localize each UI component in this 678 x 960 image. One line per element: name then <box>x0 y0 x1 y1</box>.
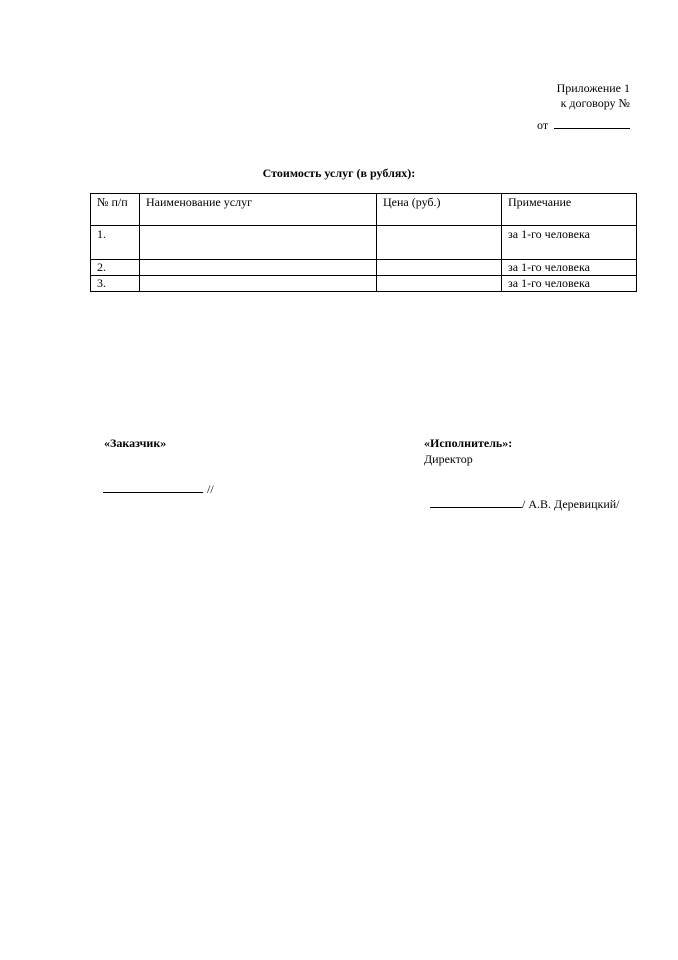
row-name <box>140 226 377 260</box>
customer-signature-line <box>103 481 203 493</box>
customer-label: «Заказчик» <box>104 436 167 450</box>
table-row <box>91 276 637 292</box>
table-row <box>91 260 637 276</box>
contract-date <box>537 117 630 133</box>
services-table <box>90 193 637 292</box>
customer-signature-name: // <box>207 482 214 496</box>
row-note: за 1-го человека <box>502 226 637 260</box>
table-row <box>91 226 637 260</box>
row-price <box>377 260 502 276</box>
row-name <box>140 260 377 276</box>
date-blank-line <box>554 117 630 129</box>
executor-signature-name: / А.В. Деревицкий/ <box>522 497 620 511</box>
row-num: 1. <box>91 226 140 260</box>
table-header-row <box>91 194 637 226</box>
column-header-note: Примечание <box>502 194 637 226</box>
row-note: за 1-го человека <box>502 276 637 292</box>
row-price <box>377 226 502 260</box>
appendix-label: Приложение 1 <box>556 81 630 95</box>
executor-signature <box>430 496 620 512</box>
date-from-label: от <box>537 118 549 132</box>
column-header-name: Наименование услуг <box>140 194 377 226</box>
row-num: 3. <box>91 276 140 292</box>
table-title: Стоимость услуг (в рублях): <box>262 166 416 180</box>
row-num: 2. <box>91 260 140 276</box>
column-header-price: Цена (руб.) <box>377 194 502 226</box>
column-header-num: № п/п <box>91 194 140 226</box>
executor-role: Директор <box>424 452 473 466</box>
row-price <box>377 276 502 292</box>
executor-signature-line <box>430 496 522 508</box>
row-name <box>140 276 377 292</box>
customer-signature <box>103 481 214 497</box>
contract-label: к договору № <box>560 96 630 110</box>
row-note: за 1-го человека <box>502 260 637 276</box>
executor-label: «Исполнитель»: <box>424 436 513 450</box>
